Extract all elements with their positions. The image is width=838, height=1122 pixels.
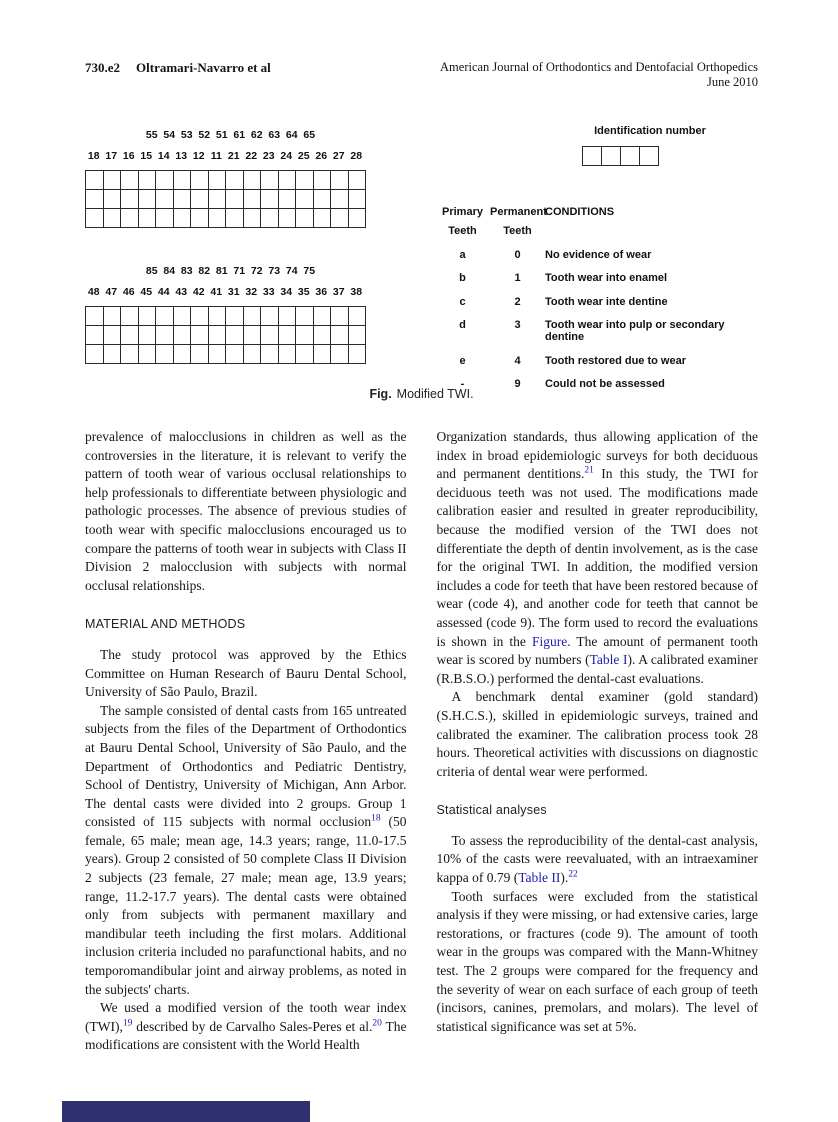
article-body — [85, 428, 758, 1055]
tooth-grid-cell — [174, 171, 192, 190]
text-run: The modifications are consistent with the World Health — [85, 1018, 407, 1053]
tooth-number: 23 — [262, 150, 275, 162]
lower-primary-teeth-row — [143, 265, 318, 280]
reference-superscript-link[interactable]: 19 — [122, 1018, 133, 1029]
tooth-number: 11 — [210, 150, 222, 162]
tooth-number: 52 — [198, 129, 211, 141]
tooth-grid-cell — [174, 345, 192, 364]
tooth-grid-cell — [104, 345, 122, 364]
tooth-number: 42 — [192, 286, 205, 298]
tooth-grid-cell — [121, 345, 139, 364]
tooth-grid-cell — [296, 209, 314, 228]
issue-date: June 2010 — [706, 75, 758, 89]
tooth-grid-cell — [296, 307, 314, 326]
tooth-grid-cell — [86, 171, 104, 190]
tooth-grid-cell — [86, 209, 104, 228]
tooth-grid-cell — [226, 209, 244, 228]
right-column — [437, 428, 759, 1055]
tooth-grid-cell — [174, 209, 192, 228]
tooth-grid-cell — [279, 326, 297, 345]
tooth-grid-cell — [209, 345, 227, 364]
tooth-grid-cell — [191, 190, 209, 209]
tooth-grid-cell — [226, 307, 244, 326]
tooth-number: 21 — [227, 150, 240, 162]
tooth-number: 65 — [303, 129, 316, 141]
tooth-grid-cell — [244, 190, 262, 209]
tooth-grid-cell — [104, 326, 122, 345]
tooth-grid-cell — [156, 326, 174, 345]
identification-number-label: Identification number — [594, 125, 706, 137]
tooth-grid-cell — [121, 190, 139, 209]
identification-box — [601, 146, 621, 166]
tooth-number: 17 — [105, 150, 118, 162]
tooth-grid-cell — [139, 190, 157, 209]
tooth-number: 74 — [285, 265, 298, 277]
conditions-row: d 3 Tooth wear into pulp or secondary dentine — [459, 319, 725, 343]
tooth-number: 38 — [350, 286, 363, 298]
figure-caption — [85, 387, 758, 401]
tooth-grid-cell — [261, 345, 279, 364]
body-paragraph — [85, 428, 407, 595]
tooth-number: 62 — [250, 129, 263, 141]
tooth-grid-cell — [104, 171, 122, 190]
tooth-grid-cell — [226, 171, 244, 190]
tooth-grid-cell — [156, 171, 174, 190]
tooth-grid-cell — [349, 345, 367, 364]
tooth-number: 82 — [198, 265, 211, 277]
tooth-number: 15 — [140, 150, 153, 162]
conditions-row: c 2 Tooth wear inte dentine — [459, 295, 668, 308]
tooth-grid-cell — [191, 326, 209, 345]
tooth-grid-cell — [261, 171, 279, 190]
tooth-grid-cell — [314, 209, 332, 228]
reference-superscript-link[interactable]: 18 — [371, 813, 381, 824]
tooth-grid-cell — [349, 307, 367, 326]
tooth-grid-cell — [191, 171, 209, 190]
tooth-grid-cell — [191, 209, 209, 228]
tooth-grid-cell — [226, 326, 244, 345]
tooth-grid-cell — [331, 307, 349, 326]
tooth-grid-cell — [349, 209, 367, 228]
tooth-number: 83 — [180, 265, 193, 277]
tooth-grid-cell — [104, 307, 122, 326]
tooth-number: 31 — [227, 286, 240, 298]
upper-permanent-teeth-row — [85, 150, 365, 165]
text-run: A benchmark dental examiner (gold standard) (S.H.C.S.), skilled in epidemiologic surveys, trained and calibrated the examiner. The calibration process took 28 hours. Theoretical activities with discussions on diagnostic criteria of dental wear were performed. — [436, 689, 758, 779]
identification-box — [582, 146, 602, 166]
tooth-grid-cell — [209, 190, 227, 209]
tooth-grid-cell — [139, 171, 157, 190]
tooth-number: 45 — [140, 286, 153, 298]
tooth-grid-cell — [139, 307, 157, 326]
tooth-number: 46 — [122, 286, 135, 298]
tooth-grid-cell — [139, 345, 157, 364]
tooth-grid-cell — [244, 209, 262, 228]
tooth-grid-cell — [314, 326, 332, 345]
conditions-table — [435, 203, 758, 402]
tooth-number: 54 — [163, 129, 176, 141]
text-run: To assess the reproducibility of the dental-cast analysis, 10% of the casts were reevaluated, with an intraexaminer kappa of 0.79 ( — [436, 832, 758, 886]
text-run: prevalence of malocclusions in children as well as the controversies in the literature, it is relevant to verify the pattern of tooth wear of various occlusal relationships to help professionals to differentiate between physiologic and pathologic processes. The absence of previous studies of tooth wear with specific malocclusions encouraged us to compare the patterns of tooth wear in subjects with Class II Division 2 malocclusion with subjects with normal occlusal relationships. — [85, 429, 407, 593]
text-run: described by de Carvalho Sales-Peres et al. — [132, 1018, 373, 1034]
tooth-number: 61 — [233, 129, 246, 141]
tooth-grid-cell — [296, 326, 314, 345]
tooth-number: 14 — [157, 150, 170, 162]
cross-reference-link[interactable]: Table I — [589, 652, 628, 668]
text-run: Organization standards, thus allowing application of the index in broad epidemiologic surveys for both deciduous and permanent dentitions. — [436, 429, 758, 482]
tooth-grid-cell — [174, 326, 192, 345]
tooth-grid-cell — [226, 345, 244, 364]
tooth-number: 18 — [87, 150, 100, 162]
tooth-number: 44 — [157, 286, 170, 298]
tooth-grid-cell — [191, 345, 209, 364]
tooth-number: 12 — [192, 150, 205, 162]
tooth-number: 24 — [280, 150, 293, 162]
tooth-grid-cell — [261, 307, 279, 326]
tooth-grid-cell — [261, 209, 279, 228]
tooth-number: 48 — [87, 286, 100, 298]
reference-superscript-link[interactable]: 21 — [584, 465, 594, 476]
tooth-grid-cell — [174, 307, 192, 326]
tooth-number: 33 — [262, 286, 275, 298]
tooth-number: 64 — [285, 129, 298, 141]
tooth-grid-cell — [209, 307, 227, 326]
tooth-grid-cell — [279, 190, 297, 209]
tooth-grid-cell — [296, 190, 314, 209]
tooth-grid-cell — [331, 209, 349, 228]
tooth-number: 28 — [350, 150, 363, 162]
tooth-grid-cell — [349, 326, 367, 345]
tooth-grid-cell — [314, 345, 332, 364]
tooth-grid-cell — [244, 307, 262, 326]
tooth-number: 43 — [175, 286, 188, 298]
tooth-grid-cell — [349, 190, 367, 209]
cross-reference-link[interactable]: Figure — [531, 633, 568, 649]
tooth-grid-cell — [244, 326, 262, 345]
identification-box — [620, 146, 640, 166]
cross-reference-link[interactable]: Table II — [518, 870, 561, 886]
lower-tooth-grid — [85, 306, 366, 364]
tooth-grid-cell — [156, 190, 174, 209]
tooth-grid-cell — [279, 209, 297, 228]
tooth-number: 26 — [315, 150, 328, 162]
tooth-grid-cell — [86, 307, 104, 326]
journal-title: American Journal of Orthodontics and Dentofacial Orthopedics — [440, 60, 758, 74]
tooth-grid-cell — [86, 190, 104, 209]
tooth-grid-cell — [104, 209, 122, 228]
tooth-number: 73 — [268, 265, 281, 277]
tooth-grid-cell — [121, 326, 139, 345]
tooth-grid-cell — [209, 209, 227, 228]
body-paragraph — [85, 646, 407, 702]
running-head-right — [440, 60, 758, 90]
tooth-number: 53 — [180, 129, 193, 141]
tooth-grid-cell — [279, 345, 297, 364]
tooth-number: 55 — [145, 129, 158, 141]
text-run: . The amount of permanent tooth wear is scored by numbers ( — [436, 633, 758, 668]
tooth-number: 13 — [175, 150, 188, 162]
tooth-grid-cell — [139, 326, 157, 345]
reference-superscript-link[interactable]: 22 — [568, 869, 578, 880]
tooth-number: 63 — [268, 129, 281, 141]
tooth-grid-cell — [296, 345, 314, 364]
text-run: The sample consisted of dental casts from 165 untreated subjects from the files of the Department of Orthodontics at Bauru Dental School, University of São Paulo, and the Department of Orthodontics and Pediatric Dentistry, School of Dentistry, University of Michigan, Ann Arbor. The dental casts were divided into 2 groups. Group 1 consisted of 115 subjects with normal occlusion — [85, 702, 407, 830]
tooth-number: 34 — [280, 286, 293, 298]
tooth-number: 36 — [315, 286, 328, 298]
running-head-left — [85, 60, 271, 76]
text-run: (50 female, 65 male; mean age, 14.3 years; range, 11.0-17.5 years). Group 2 consisted of 50 complete Class II Division 2 subjects (23 female, 27 male; mean age, 13.9 years; range, 11.2-17.7 years). The dental casts were obtained only from subjects with permanent maxillary and mandibular teeth including the first molars. Additional inclusion criteria included no parafunctional habits, and no temporomandibular joint and airway problems, as noted in the subjects' charts. — [85, 814, 407, 997]
lower-permanent-teeth-row — [85, 286, 365, 301]
tooth-number: 81 — [215, 265, 228, 277]
tooth-number: 85 — [145, 265, 158, 277]
tooth-number: 16 — [122, 150, 135, 162]
text-run: In this study, the TWI for deciduous teeth was not used. The modifications made calibration easier and resulted in greater reproducibility, because the modified version of the TWI does not differentiate the depth of dentin involvement, as is the case for the original TWI. In addition, the modified version includes a code for teeth that have been restored because of wear (code 4), and another code for teeth that cannot be assessed (code 9). The form used to record the evaluations is shown in the — [436, 466, 758, 649]
body-paragraph — [85, 702, 407, 1000]
body-paragraph — [437, 888, 759, 1037]
left-column — [85, 428, 407, 1055]
tooth-grid-cell — [296, 171, 314, 190]
tooth-number: 32 — [245, 286, 258, 298]
tooth-grid-cell — [156, 345, 174, 364]
body-paragraph — [85, 999, 407, 1055]
tooth-grid-cell — [279, 307, 297, 326]
tooth-number: 35 — [297, 286, 310, 298]
text-run: ). A calibrated examiner (R.B.S.O.) performed the dental-cast evaluations. — [436, 652, 758, 686]
tooth-grid-cell — [139, 209, 157, 228]
identification-box — [639, 146, 659, 166]
tooth-grid-cell — [121, 209, 139, 228]
tooth-grid-cell — [121, 171, 139, 190]
tooth-number: 22 — [245, 150, 258, 162]
reference-superscript-link[interactable]: 20 — [372, 1018, 382, 1029]
text-run: The study protocol was approved by the Ethics Committee on Human Research of Bauru Dental School, University of São Paulo, Brazil. — [85, 646, 407, 700]
text-run: We used a modified version of the tooth wear index (TWI), — [85, 1000, 407, 1034]
tooth-grid-cell — [331, 171, 349, 190]
tooth-grid-cell — [261, 190, 279, 209]
header-primary-teeth: Primary Teeth — [442, 206, 483, 238]
conditions-table-header — [435, 203, 758, 242]
body-paragraph — [437, 428, 759, 688]
tooth-grid-cell — [174, 190, 192, 209]
conditions-row: - 9 Could not be assessed — [460, 378, 665, 390]
tooth-grid-cell — [244, 345, 262, 364]
tooth-grid-cell — [104, 190, 122, 209]
tooth-number: 51 — [215, 129, 228, 141]
tooth-grid-cell — [314, 190, 332, 209]
tooth-grid-cell — [261, 326, 279, 345]
tooth-grid-cell — [331, 345, 349, 364]
tooth-grid-cell — [314, 307, 332, 326]
tooth-number: 41 — [210, 286, 223, 298]
tooth-grid-cell — [121, 307, 139, 326]
tooth-number: 37 — [332, 286, 345, 298]
tooth-grid-cell — [244, 171, 262, 190]
tooth-number: 75 — [303, 265, 316, 277]
upper-tooth-grid — [85, 170, 366, 228]
text-run: Tooth surfaces were excluded from the statistical analysis if they were missing, or had extensive caries, large restorations, or fractures (code 9). The amount of tooth wear in the groups was compared with the Mann-Whitney test. The 2 groups were compared for the frequency and the severity of wear on each surface of each group of teeth (incisors, canines, premolars, and molars). The level of statistical significance was set at 5%. — [436, 888, 758, 1034]
tooth-grid-cell — [156, 307, 174, 326]
figure-modified-twi — [85, 125, 758, 409]
section-heading-material-and-methods: MATERIAL AND METHODS — [85, 617, 246, 632]
tooth-grid-cell — [331, 190, 349, 209]
tooth-grid-cell — [279, 171, 297, 190]
running-head — [85, 60, 758, 90]
tooth-grid-cell — [86, 345, 104, 364]
page-folio: 730.e2 — [85, 60, 121, 75]
tooth-number: 47 — [105, 286, 118, 298]
section-heading-statistical-analyses: Statistical analyses — [436, 803, 547, 818]
tooth-number: 71 — [233, 265, 246, 277]
tooth-grid-cell — [314, 171, 332, 190]
tooth-number: 25 — [297, 150, 310, 162]
conditions-row: e 4 Tooth restored due to wear — [459, 354, 686, 367]
tooth-grid-cell — [191, 307, 209, 326]
tooth-grid-cell — [156, 209, 174, 228]
body-paragraph — [437, 832, 759, 888]
tooth-number: 27 — [332, 150, 345, 162]
tooth-grid-cell — [349, 171, 367, 190]
conditions-row: a 0 No evidence of wear — [459, 248, 652, 261]
tooth-grid-cell — [331, 326, 349, 345]
running-authors: Oltramari-Navarro et al — [136, 60, 271, 75]
text-run: ). — [560, 870, 569, 886]
body-paragraph — [437, 688, 759, 781]
tooth-grid-cell — [226, 190, 244, 209]
header-conditions: CONDITIONS — [545, 206, 615, 218]
bottom-page-artifact — [62, 1101, 310, 1122]
tooth-grid-cell — [86, 326, 104, 345]
upper-primary-teeth-row — [143, 129, 318, 144]
tooth-number: 72 — [250, 265, 263, 277]
figure-caption-label: Fig. — [369, 387, 392, 401]
conditions-row: b 1 Tooth wear into enamel — [459, 272, 668, 284]
header-permanent-teeth: Permanent Teeth — [490, 206, 547, 238]
figure-caption-text: Modified TWI. — [396, 387, 474, 401]
tooth-grid-cell — [209, 171, 227, 190]
tooth-number: 84 — [163, 265, 176, 277]
identification-number-boxes — [582, 146, 659, 166]
tooth-grid-cell — [209, 326, 227, 345]
